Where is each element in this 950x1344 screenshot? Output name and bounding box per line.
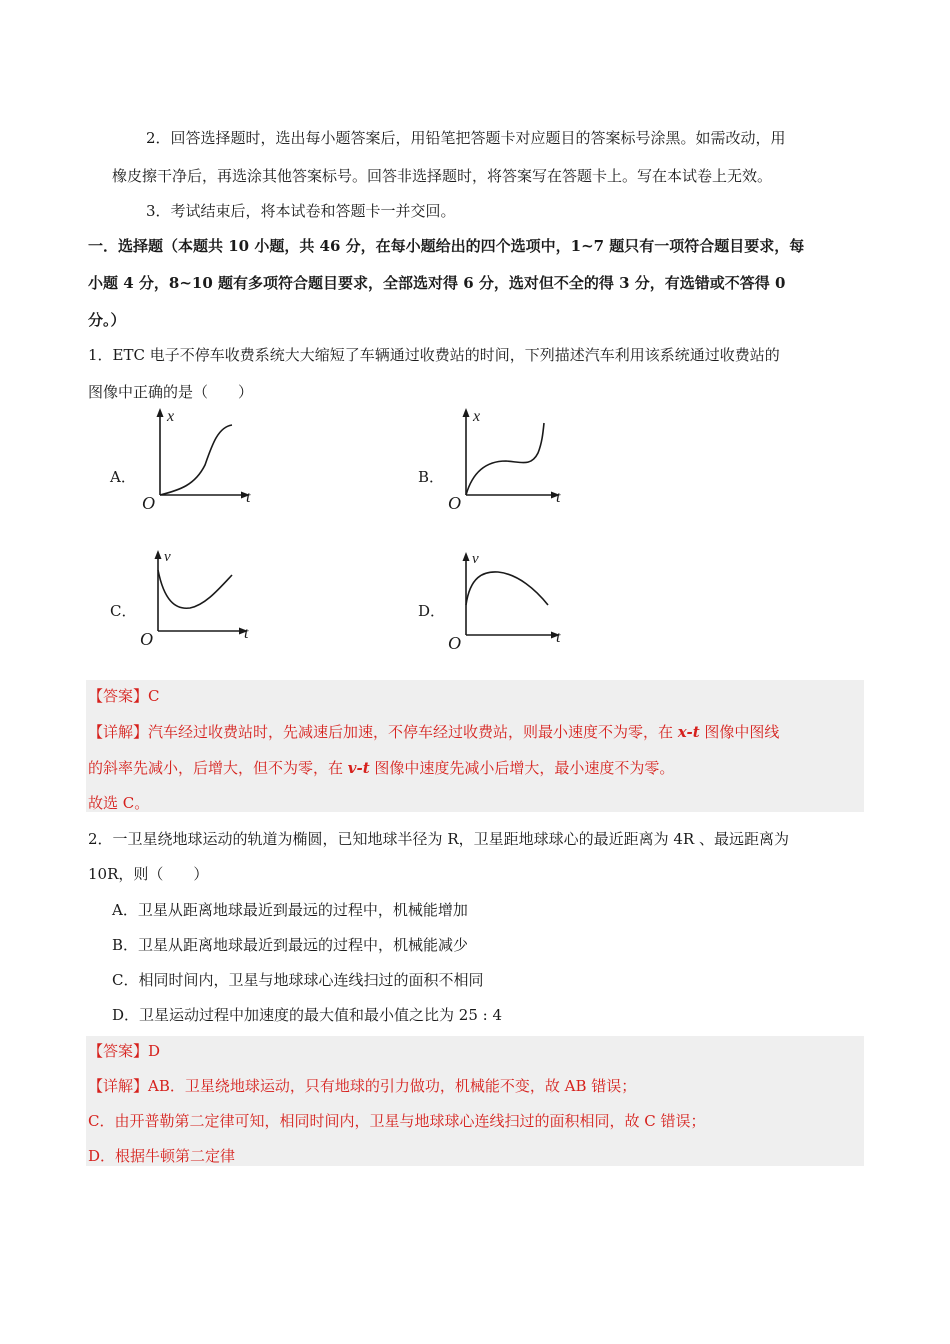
q1-detail-text-2c: 图像中速度先减小后增大，最小速度不为零。 bbox=[369, 759, 675, 777]
q1-detail-text-1a: 汽车经过收费站时，先减速后加速，不停车经过收费站，则最小速度不为零，在 bbox=[148, 723, 678, 741]
instruction-item-2-line2: 橡皮擦干净后，再选涂其他答案标号。回答非选择题时，将答案写在答题卡上。写在本试卷上无效。 bbox=[112, 167, 773, 185]
q1-option-a-label: A． bbox=[110, 468, 136, 486]
q1-detail-line2 bbox=[88, 758, 674, 778]
q1-b-y-axis-label: x bbox=[473, 408, 481, 425]
q1-detail-text-1c: 图像中图线 bbox=[699, 723, 780, 741]
q1-answer-panel bbox=[86, 680, 864, 812]
instruction-item-2-line1: 2．回答选择题时，选出每小题答案后，用铅笔把答题卡对应题目的答案标号涂黑。如需改动，用 bbox=[146, 129, 786, 147]
q1-a-origin-label: O bbox=[142, 493, 155, 513]
q2-stem-line1: 2．一卫星绕地球运动的轨道为椭圆，已知地球半径为 R，卫星距地球球心的最近距离为 4R 、最远距离为 bbox=[88, 830, 789, 848]
q1-option-b-label: B． bbox=[418, 468, 445, 486]
q2-detail-text-1: AB．卫星绕地球运动，只有地球的引力做功，机械能不变，故 AB 错误； bbox=[148, 1077, 637, 1095]
q2-detail-line1 bbox=[88, 1076, 636, 1096]
q2-detail-line2: C．由开普勒第二定律可知，相同时间内，卫星与地球球心连线扫过的面积相同，故 C 错误； bbox=[88, 1112, 706, 1130]
q1-d-origin-label: O bbox=[448, 633, 461, 650]
q1-a-y-axis-label: x bbox=[167, 408, 175, 425]
q2-stem-line2: 10R，则（ ） bbox=[88, 865, 209, 883]
q1-d-y-axis-label: v bbox=[472, 551, 479, 567]
q1-c-origin-label: O bbox=[140, 629, 153, 649]
q1-option-c-graph bbox=[140, 545, 260, 650]
q1-detail-line3: 故选 C。 bbox=[88, 794, 150, 812]
q2-detail-tag: 【详解】 bbox=[88, 1077, 149, 1095]
q2-option-c: C．相同时间内，卫星与地球球心连线扫过的面积不相同 bbox=[112, 971, 484, 989]
q1-option-b-graph bbox=[446, 405, 571, 515]
q1-detail-text-2a: 的斜率先减小，后增大，但不为零，在 bbox=[88, 759, 348, 777]
section-heading-line1: 一．选择题（本题共 10 小题，共 46 分，在每小题给出的四个选项中，1~7 题只有一项符合题目要求，每 bbox=[88, 237, 805, 255]
q1-answer-value: C bbox=[148, 687, 160, 705]
q1-b-origin-label: O bbox=[448, 493, 461, 513]
q1-b-x-axis-label: t bbox=[556, 489, 561, 506]
q2-answer bbox=[88, 1041, 160, 1061]
q1-a-x-axis-label: t bbox=[246, 489, 251, 506]
q2-answer-tag: 【答案】 bbox=[88, 1042, 149, 1060]
q2-detail-line3: D．根据牛顿第二定律 bbox=[88, 1147, 236, 1165]
q1-detail-vt: v-t bbox=[347, 759, 370, 777]
q1-stem-line1: 1．ETC 电子不停车收费系统大大缩短了车辆通过收费站的时间，下列描述汽车利用该系统通过收费站的 bbox=[88, 346, 780, 364]
q1-d-x-axis-label: t bbox=[556, 629, 561, 646]
q2-option-a: A．卫星从距离地球最近到最远的过程中，机械能增加 bbox=[112, 901, 468, 919]
q1-option-d-graph bbox=[448, 545, 573, 650]
q1-option-c-label: C． bbox=[110, 602, 137, 620]
instruction-item-3: 3．考试结束后，将本试卷和答题卡一并交回。 bbox=[146, 202, 456, 220]
q1-c-y-axis-label: v bbox=[164, 549, 171, 565]
q2-option-b: B．卫星从距离地球最近到最远的过程中，机械能减少 bbox=[112, 936, 469, 954]
q2-option-d: D．卫星运动过程中加速度的最大值和最小值之比为 25 : 4 bbox=[112, 1006, 503, 1024]
q1-detail-tag: 【详解】 bbox=[88, 723, 149, 741]
q1-answer-tag: 【答案】 bbox=[88, 687, 149, 705]
q1-c-x-axis-label: t bbox=[244, 625, 249, 642]
q1-detail-line1 bbox=[88, 722, 779, 742]
q1-option-a-graph bbox=[140, 405, 260, 515]
section-heading-line3: 分。） bbox=[88, 311, 126, 329]
q1-option-d-label: D． bbox=[418, 602, 446, 620]
q1-answer bbox=[88, 686, 160, 706]
q1-detail-xt: x-t bbox=[677, 723, 700, 741]
section-heading-line2: 小题 4 分，8~10 题有多项符合题目要求，全部选对得 6 分，选对但不全的得 3 分，有选错或不答得 0 bbox=[88, 274, 786, 292]
q1-stem-line2: 图像中正确的是（ ） bbox=[88, 383, 254, 401]
q2-answer-value: D bbox=[148, 1042, 161, 1060]
